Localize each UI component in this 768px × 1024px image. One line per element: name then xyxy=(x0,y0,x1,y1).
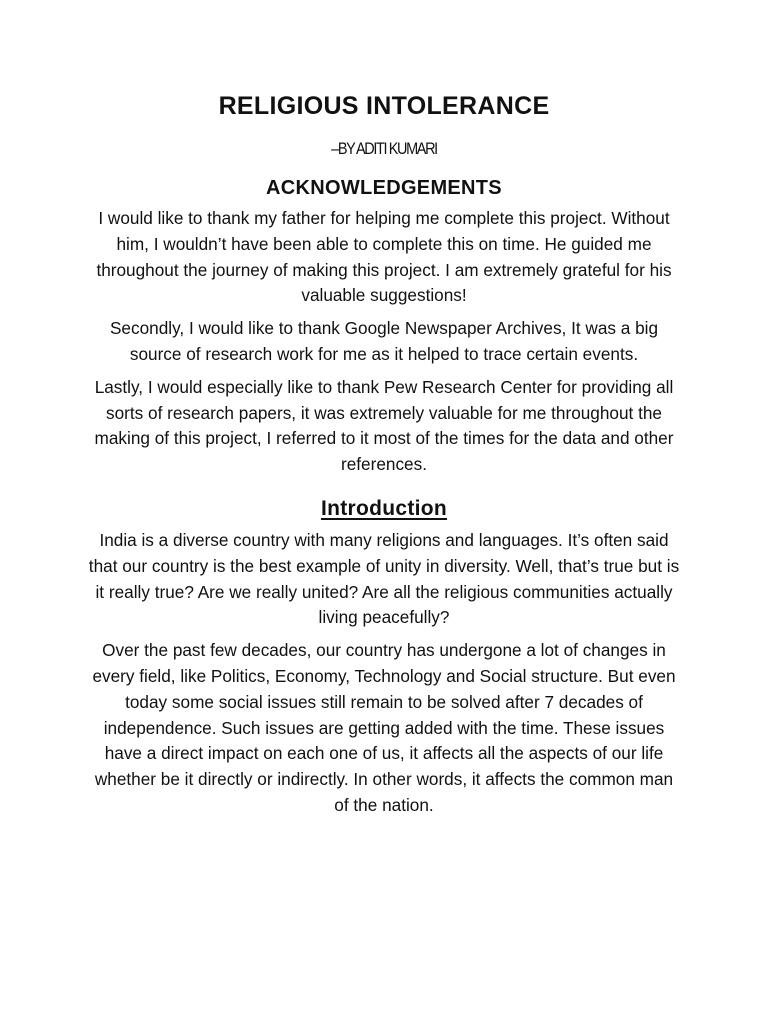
acknowledgements-paragraph-1: I would like to thank my father for helping me complete this project. Without him, I wouldn’t have been able to complete this on time. He guided me throughout the journey of making this project. I am extremely grateful for his valuable suggestions! xyxy=(96,208,672,306)
introduction-paragraph-2: Over the past few decades, our country has undergone a lot of changes in every field, like Politics, Economy, Technology and Social structure. But even today some social issues still remain to be solved after 7 decades of independence. Such issues are getting added with the time. These issues have a direct impact on each one of us, it affects all the aspects of our life whether be it directly or indirectly. In other words, it affects the common man of the nation. xyxy=(92,640,676,815)
introduction-heading: Introduction xyxy=(320,496,448,520)
document-body xyxy=(86,88,682,819)
acknowledgements-paragraph-3: Lastly, I would especially like to thank Pew Research Center for providing all sorts of research papers, it was extremely valuable for me throughout the making of this project, I referred to it most of the times for the data and other references. xyxy=(94,376,674,475)
author-byline: –BY ADITI KUMARI xyxy=(331,139,437,158)
acknowledgements-paragraph-2: Secondly, I would like to thank Google Newspaper Archives, It was a big source of research work for me as it helped to trace certain events. xyxy=(109,318,659,364)
document-title: RELIGIOUS INTOLERANCE xyxy=(218,92,550,120)
acknowledgements-heading: ACKNOWLEDGEMENTS xyxy=(266,177,502,199)
introduction-paragraph-1: India is a diverse country with many religions and languages. It’s often said that our country is the best example of unity in diversity. Well, that’s true but is it really true? Are we really united? Are all the religious communities actually living peacefully? xyxy=(88,529,680,628)
